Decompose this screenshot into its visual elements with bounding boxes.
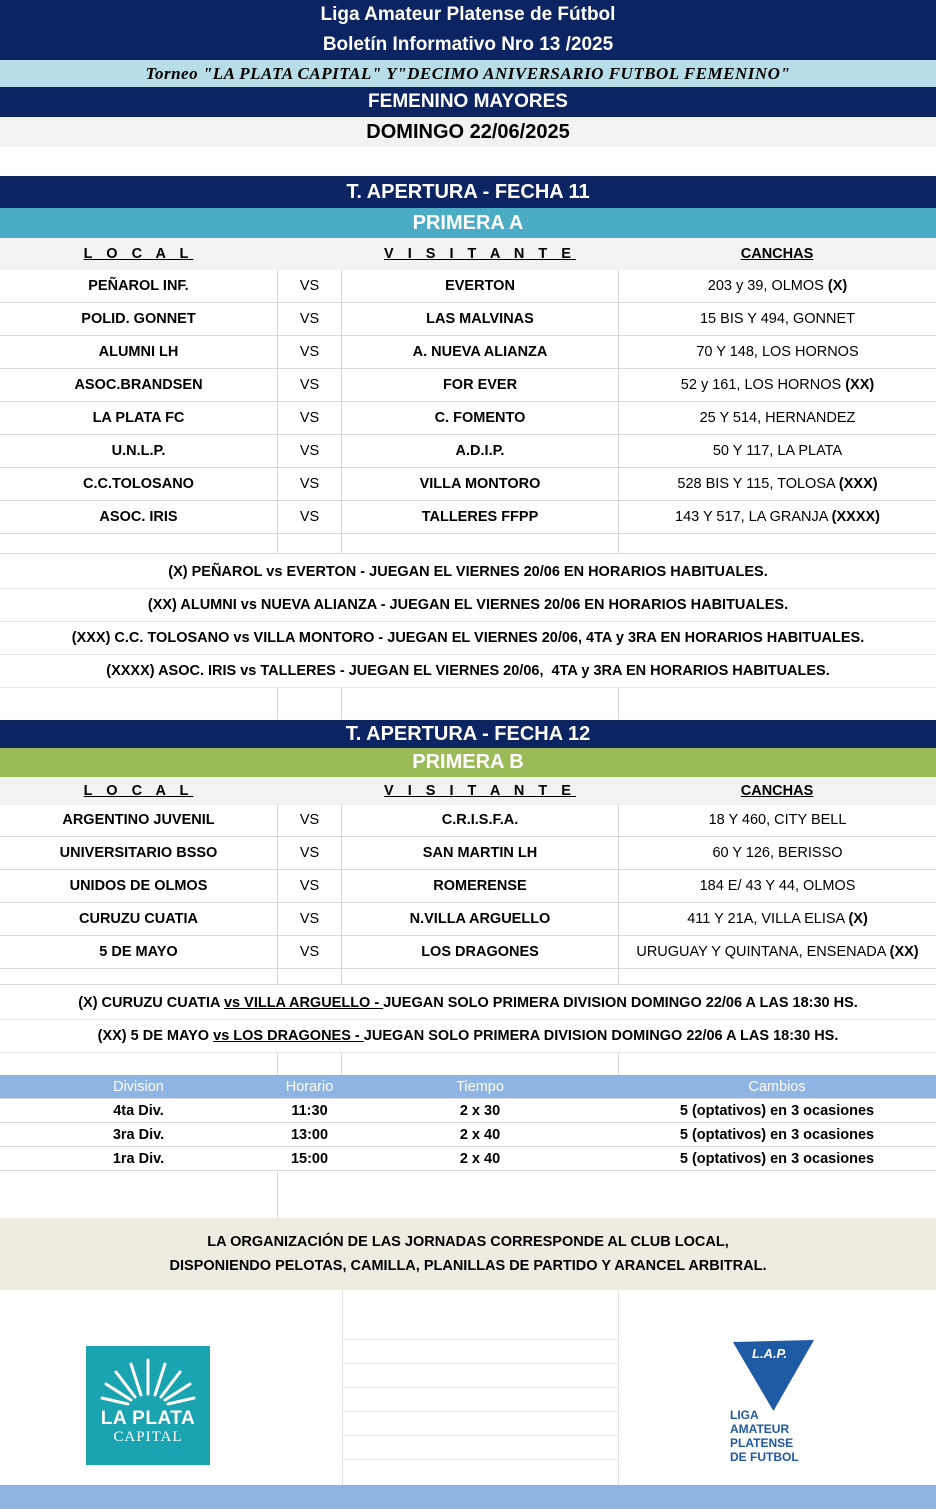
match-cancha-text: 70 Y 148, LOS HORNOS — [696, 344, 859, 360]
lap-text-line2: AMATEUR — [730, 1422, 790, 1436]
match-local: C.C.TOLOSANO — [83, 476, 194, 492]
match-cancha — [618, 837, 936, 869]
schedule-col-cambios: Cambios — [748, 1078, 806, 1095]
match-mark: (XX) — [845, 377, 875, 393]
match-row — [0, 369, 936, 402]
lap-text-line4: DE FUTBOL — [730, 1450, 799, 1464]
schedule-row — [0, 1147, 936, 1171]
match-local: ASOC.BRANDSEN — [74, 377, 203, 393]
match-mark: (XXX) — [838, 476, 878, 492]
match-vs: VS — [277, 435, 342, 467]
schedule-horario: 13:00 — [290, 1126, 329, 1143]
section1-note: (XXXX) ASOC. IRIS vs TALLERES - JUEGAN EL VIERNES 20/06, 4TA y 3RA EN HORARIOS HABITUALES. — [0, 655, 936, 688]
match-cancha — [618, 468, 936, 500]
match-cancha-text: 18 Y 460, CITY BELL — [708, 812, 847, 828]
match-row — [0, 870, 936, 903]
match-mark: (X) — [827, 278, 848, 294]
match-cancha — [618, 336, 936, 368]
organization-line1: LA ORGANIZACIÓN DE LAS JORNADAS CORRESPONDE AL CLUB LOCAL, — [207, 1234, 729, 1250]
match-visitante: FOR EVER — [442, 377, 518, 393]
col-visitante: V I S I T A N T E — [384, 246, 576, 262]
section1-note: (XX) ALUMNI vs NUEVA ALIANZA - JUEGAN EL VIERNES 20/06 EN HORARIOS HABITUALES. — [0, 589, 936, 622]
match-visitante: LOS DRAGONES — [421, 944, 539, 960]
lap-flag-text: L.A.P. — [752, 1346, 788, 1361]
match-visitante: N.VILLA ARGUELLO — [409, 911, 551, 927]
match-row — [0, 336, 936, 369]
section1-note: (XXX) C.C. TOLOSANO vs VILLA MONTORO - JUEGAN EL VIERNES 20/06, 4TA y 3RA EN HORARIOS HABITUALES. — [0, 622, 936, 655]
section2-note — [0, 987, 936, 1020]
match-row — [0, 303, 936, 336]
schedule-col-horario: Horario — [285, 1078, 334, 1095]
schedule-cambios: 5 (optativos) en 3 ocasiones — [679, 1150, 875, 1167]
la-plata-logo-line1: LA PLATA — [100, 1408, 196, 1429]
lap-text-line1: LIGA — [730, 1408, 759, 1422]
match-local: LA PLATA FC — [92, 410, 185, 426]
match-mark: (XXXX) — [831, 509, 880, 525]
sun-rays-icon — [86, 1346, 210, 1406]
tournament-title: Torneo "LA PLATA CAPITAL" Y"DECIMO ANIVERSARIO FUTBOL FEMENINO" — [0, 60, 936, 87]
schedule-tiempo: 2 x 30 — [459, 1102, 501, 1119]
match-visitante: EVERTON — [445, 278, 515, 294]
match-local: 5 DE MAYO — [99, 944, 178, 960]
match-visitante: A. NUEVA ALIANZA — [412, 344, 548, 360]
schedule-row — [0, 1123, 936, 1147]
note-code: (X) CURUZU CUATIA — [78, 995, 224, 1011]
match-local: ALUMNI LH — [98, 344, 179, 360]
match-vs: VS — [277, 369, 342, 401]
schedule-division: 4ta Div. — [113, 1102, 164, 1119]
match-visitante: ROMERENSE — [433, 878, 527, 894]
match-row — [0, 270, 936, 303]
match-cancha-text: 50 Y 117, LA PLATA — [712, 443, 843, 459]
match-cancha-text: 25 Y 514, HERNANDEZ — [699, 410, 856, 426]
schedule-col-division: Division — [113, 1078, 164, 1095]
schedule-division: 3ra Div. — [112, 1126, 165, 1143]
match-vs: VS — [277, 837, 342, 869]
note-detail: JUEGAN SOLO PRIMERA DIVISION DOMINGO 22/06 A LAS 18:30 HS. — [363, 1028, 839, 1044]
match-visitante: SAN MARTIN LH — [422, 845, 538, 861]
section1-bottom-spacer — [0, 688, 936, 720]
lap-text-line3: PLATENSE — [730, 1436, 794, 1450]
match-cancha — [618, 870, 936, 902]
match-vs: VS — [277, 270, 342, 302]
section2-bottom-spacer — [0, 1053, 936, 1075]
section2-spacer — [0, 967, 936, 985]
col-local: L O C A L — [83, 783, 194, 799]
match-visitante: VILLA MONTORO — [419, 476, 541, 492]
organization-notice — [0, 1218, 936, 1290]
note-code: (XX) 5 DE MAYO — [97, 1028, 214, 1044]
note-teams: vs VILLA ARGUELLO - — [223, 995, 384, 1011]
section2-division: PRIMERA B — [0, 748, 936, 777]
footer-bar — [0, 1485, 936, 1509]
schedule-row — [0, 1099, 936, 1123]
schedule-header — [0, 1075, 936, 1099]
match-row — [0, 903, 936, 936]
schedule-horario: 11:30 — [291, 1102, 328, 1119]
match-vs: VS — [277, 303, 342, 335]
bulletin-title: Boletín Informativo Nro 13 /2025 — [0, 30, 936, 60]
col-visitante: V I S I T A N T E — [384, 783, 576, 799]
match-local: POLID. GONNET — [81, 311, 196, 327]
match-mark: (XX) — [889, 944, 919, 960]
note-teams: vs LOS DRAGONES - — [213, 1028, 364, 1044]
match-cancha-text: URUGUAY Y QUINTANA, ENSENADA — [636, 944, 890, 960]
col-canchas: CANCHAS — [740, 783, 814, 799]
match-row — [0, 435, 936, 468]
match-cancha-text: 203 y 39, OLMOS — [707, 278, 828, 294]
match-cancha — [618, 303, 936, 335]
schedule-cambios: 5 (optativos) en 3 ocasiones — [679, 1102, 875, 1119]
match-cancha-text: 143 Y 517, LA GRANJA — [675, 509, 832, 525]
lap-logo — [722, 1338, 832, 1470]
schedule-col-tiempo: Tiempo — [456, 1078, 504, 1095]
match-cancha — [618, 903, 936, 935]
schedule-tiempo: 2 x 40 — [459, 1150, 501, 1167]
section1-spacer — [0, 534, 936, 554]
league-title: Liga Amateur Platense de Fútbol — [0, 0, 936, 30]
schedule-horario: 15:00 — [290, 1150, 329, 1167]
category-title: FEMENINO MAYORES — [0, 87, 936, 117]
match-vs: VS — [277, 336, 342, 368]
match-cancha — [618, 402, 936, 434]
match-row — [0, 804, 936, 837]
schedule-cambios: 5 (optativos) en 3 ocasiones — [679, 1126, 875, 1143]
match-vs: VS — [277, 468, 342, 500]
match-vs: VS — [277, 501, 342, 533]
match-visitante: A.D.I.P. — [455, 443, 505, 459]
organization-line2: DISPONIENDO PELOTAS, CAMILLA, PLANILLAS DE PARTIDO Y ARANCEL ARBITRAL. — [169, 1258, 767, 1274]
match-cancha-text: 15 BIS Y 494, GONNET — [699, 311, 855, 327]
la-plata-logo-line2: CAPITAL — [113, 1429, 183, 1445]
match-visitante: C. FOMENTO — [434, 410, 526, 426]
match-cancha — [618, 804, 936, 836]
match-vs: VS — [277, 936, 342, 968]
match-cancha-text: 528 BIS Y 115, TOLOSA — [677, 476, 839, 492]
section1-note: (X) PEÑAROL vs EVERTON - JUEGAN EL VIERNES 20/06 EN HORARIOS HABITUALES. — [0, 556, 936, 589]
match-visitante: C.R.I.S.F.A. — [441, 812, 519, 828]
match-local: PEÑAROL INF. — [88, 278, 189, 294]
match-cancha — [618, 369, 936, 401]
match-cancha — [618, 435, 936, 467]
match-cancha — [618, 501, 936, 533]
note-detail: JUEGAN SOLO PRIMERA DIVISION DOMINGO 22/06 A LAS 18:30 HS. — [383, 995, 858, 1011]
schedule-tiempo: 2 x 40 — [459, 1126, 501, 1143]
schedule-spacer — [0, 1171, 936, 1218]
match-row — [0, 936, 936, 969]
match-cancha — [618, 270, 936, 302]
section2-title: T. APERTURA - FECHA 12 — [0, 720, 936, 748]
match-row — [0, 501, 936, 534]
match-row — [0, 837, 936, 870]
section2-columns — [0, 777, 936, 805]
la-plata-capital-logo — [86, 1346, 210, 1465]
match-local: ARGENTINO JUVENIL — [62, 812, 215, 828]
match-vs: VS — [277, 870, 342, 902]
schedule-division: 1ra Div. — [112, 1150, 165, 1167]
match-local: UNIDOS DE OLMOS — [69, 878, 208, 894]
section1-division: PRIMERA A — [0, 208, 936, 238]
match-local: U.N.L.P. — [111, 443, 166, 459]
match-cancha-text: 52 y 161, LOS HORNOS — [680, 377, 846, 393]
match-cancha-text: 411 Y 21A, VILLA ELISA — [687, 911, 849, 927]
col-canchas: CANCHAS — [740, 246, 814, 262]
col-local: L O C A L — [83, 246, 194, 262]
match-cancha — [618, 936, 936, 968]
match-date: DOMINGO 22/06/2025 — [0, 117, 936, 147]
match-row — [0, 402, 936, 435]
match-local: UNIVERSITARIO BSSO — [59, 845, 218, 861]
match-visitante: TALLERES FFPP — [421, 509, 539, 525]
match-vs: VS — [277, 804, 342, 836]
match-cancha-text: 184 E/ 43 Y 44, OLMOS — [699, 878, 856, 894]
section2-note — [0, 1020, 936, 1053]
section1-columns — [0, 238, 936, 270]
section1-title: T. APERTURA - FECHA 11 — [0, 176, 936, 208]
match-cancha-text: 60 Y 126, BERISSO — [712, 845, 843, 861]
match-row — [0, 468, 936, 501]
match-local: ASOC. IRIS — [99, 509, 178, 525]
match-visitante: LAS MALVINAS — [426, 311, 534, 327]
match-local: CURUZU CUATIA — [79, 911, 198, 927]
match-vs: VS — [277, 903, 342, 935]
match-mark: (X) — [848, 911, 868, 927]
match-vs: VS — [277, 402, 342, 434]
